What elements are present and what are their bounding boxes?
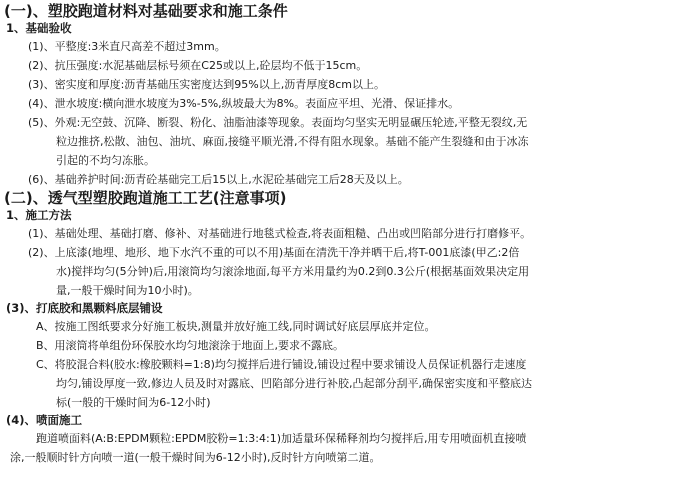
step-c-continuation: 均匀,铺设厚度一致,修边人员及时对露底、凹陷部分进行补胶,凸起部分刮平,确保密实度和平整底达 [56,377,532,390]
subsection-4-heading: (4)、喷面施工 [6,413,83,427]
step-c-continuation: 标(一般的干燥时间为6-12小时) [56,396,211,409]
list-item: (2)、抗压强度:水泥基础层标号须在C25或以上,砼层均不低于15cm。 [28,59,368,72]
spray-paragraph: 跑道喷面料(A:B:EPDM颗粒:EPDM胶粉=1:3:4:1)加适量环保稀释剂均匀搅拌后,用专用喷面机直接喷 [36,432,527,445]
section-2-title: (二)、透气型塑胶跑道施工工艺(注意事项) [4,189,287,207]
list-item-continuation: 粒边推挤,松散、油包、油坑、麻面,接缝平顺光滑,不得有阻水现象。基础不能产生裂缝和由于冰冻 [56,135,529,148]
list-item: (6)、基础养护时间:沥青砼基础完工后15以上,水泥砼基础完工后28天及以上。 [28,173,409,186]
list-item-continuation: 量,一般干燥时间为10小时)。 [56,284,199,297]
list-item-continuation: 引起的不均匀冻胀。 [56,154,155,167]
list-item: (3)、密实度和厚度:沥青基础压实密度达到95%以上,沥青厚度8cm以上。 [28,78,385,91]
step-c: C、将胶混合料(胶水:橡胶颗料=1:8)均匀搅拌后进行铺设,铺设过程中要求铺设人员保证机器行走速度 [36,358,527,371]
list-item: (2)、上底漆(地埋、地形、地下水汽不重的可以不用)基面在清洗干净并晒干后,将T-001底漆(甲乙:2倍 [28,246,520,259]
subsection-3-heading: (3)、打底胶和黑颗料底层铺设 [6,301,163,315]
step-a: A、按施工图纸要求分好施工板块,测量并放好施工线,同时调试好底层厚底并定位。 [36,320,436,333]
list-item: (5)、外观:无空鼓、沉降、断裂、粉化、油脂油漆等现象。表面均匀坚实无明显碾压轮迹,平整无裂纹,无 [28,116,528,129]
list-item-continuation: 水)搅拌均匀(5分钟)后,用滚筒均匀滚涂地面,每平方米用量约为0.2到0.3公斤(根据基面效果决定用 [56,265,530,278]
section-1-title: (一)、塑胶跑道材料对基础要求和施工条件 [4,2,288,20]
section-2-subheading: 1、施工方法 [6,208,72,222]
section-1-subheading: 1、基础验收 [6,21,72,35]
spray-paragraph-continuation: 涂,一般顺时针方向喷一道(一般干燥时间为6-12小时),反时针方向喷第二道。 [10,451,381,464]
list-item: (1)、基础处理、基础打磨、修补、对基础进行地毯式检查,将表面粗糙、凸出或凹陷部分进行打磨修平。 [28,227,532,240]
list-item: (1)、平整度:3米直尺高差不超过3mm。 [28,40,226,53]
list-item: (4)、泄水坡度:横向泄水坡度为3%-5%,纵坡最大为8%。表面应平坦、光滑、保证排水。 [28,97,460,110]
step-b: B、用滚筒将单组份环保胶水均匀地滚涂于地面上,要求不露底。 [36,339,345,352]
